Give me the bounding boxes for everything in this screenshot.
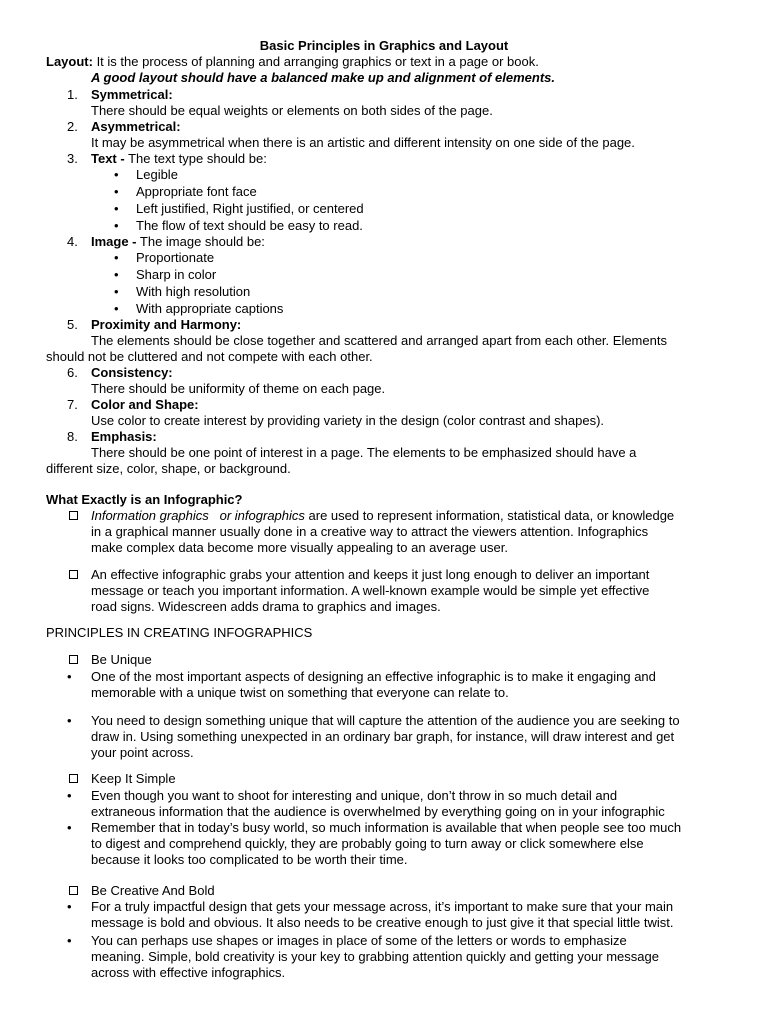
item-text: Use color to create interest by providing variety in the design (color contrast and shapes). [91,413,605,428]
paragraph-line: draw in. Using something unexpected in an ordinary bar graph, for instance, will draw interest and get [91,729,675,744]
checkbox-icon [69,655,78,664]
item-text: It may be asymmetrical when there is an artistic and different intensity on one side of the page. [91,135,635,150]
paragraph-line: across with effective infographics. [91,965,286,980]
bullet-text: Sharp in color [136,267,217,282]
infographic-heading: What Exactly is an Infographic? [46,492,243,507]
bullet-icon: • [114,284,119,299]
item-heading: Image - The image should be: [91,234,265,249]
bullet-text: The flow of text should be easy to read. [136,218,363,233]
item-text: should not be cluttered and not compete with each other. [46,349,373,364]
bullet-text: With appropriate captions [136,301,284,316]
bullet-icon: • [114,301,119,316]
paragraph-line: in a graphical manner usually done in a creative way to attract the viewers attention. Infographics [91,524,649,539]
checkbox-icon [69,570,78,579]
paragraph-line: Information graphics or infographics are used to represent information, statistical data, or knowledge [91,508,675,523]
bullet-icon: • [67,820,72,835]
item-heading: Asymmetrical: [91,119,181,134]
bullet-icon: • [114,167,119,182]
bullet-text: Proportionate [136,250,215,265]
layout-text: It is the process of planning and arranging graphics or text in a page or book. [92,54,539,69]
subheading-be-creative: Be Creative And Bold [91,883,215,898]
paragraph-line: An effective infographic grabs your attention and keeps it just long enough to deliver an important [91,567,650,582]
bullet-text: With high resolution [136,284,251,299]
item-text: different size, color, shape, or background. [46,461,291,476]
item-number: 4. [67,234,78,249]
item-text: The elements should be close together and scattered and arranged apart from each other. Elements [91,333,667,348]
paragraph-line: extraneous information that the audience is overwhelmed by everything going on in your infographic [91,804,665,819]
paragraph-line: message is bold and obvious. It also needs to be creative enough to just give it that special little twist. [91,915,674,930]
paragraph-line: For a truly impactful design that gets your message across, it’s important to make sure that your main [91,899,674,914]
bullet-icon: • [67,713,72,728]
paragraph-line: to digest and comprehend quickly, they are probably going to turn away or click somewhere else [91,836,644,851]
subheading-keep-it-simple: Keep It Simple [91,771,176,786]
checkbox-icon [69,774,78,783]
layout-definition [46,54,539,70]
item-number: 7. [67,397,78,412]
bullet-icon: • [114,201,119,216]
paragraph-line: message or teach you important information. A well-known example would be simple yet effective [91,583,650,598]
bullet-icon: • [114,218,119,233]
item-text: There should be uniformity of theme on each page. [91,381,386,396]
item-text: There should be one point of interest in a page. The elements to be emphasized should have a [91,445,637,460]
item-heading: Proximity and Harmony: [91,317,242,332]
bullet-icon: • [67,788,72,803]
paragraph-line: meaning. Simple, bold creativity is your key to grabbing attention quickly and getting your message [91,949,659,964]
bullet-text: Appropriate font face [136,184,257,199]
bullet-text: Legible [136,167,178,182]
paragraph-line: your point across. [91,745,194,760]
paragraph-line: make complex data become more visually appealing to an average user. [91,540,508,555]
item-heading: Emphasis: [91,429,157,444]
page-title: Basic Principles in Graphics and Layout [259,38,509,53]
item-number: 2. [67,119,78,134]
item-heading: Text - The text type should be: [91,151,267,166]
item-number: 3. [67,151,78,166]
good-layout-statement: A good layout should have a balanced make up and alignment of elements. [91,70,555,85]
item-number: 6. [67,365,78,380]
bullet-text: Left justified, Right justified, or centered [136,201,364,216]
principles-heading: PRINCIPLES IN CREATING INFOGRAPHICS [46,625,313,640]
subheading-be-unique: Be Unique [91,652,152,667]
item-heading: Symmetrical: [91,87,173,102]
paragraph-line: You can perhaps use shapes or images in place of some of the letters or words to emphasize [91,933,627,948]
layout-label: Layout: [46,54,93,69]
paragraph-line: because it looks too complicated to be worth their time. [91,852,408,867]
paragraph-line: One of the most important aspects of designing an effective infographic is to make it engaging and [91,669,656,684]
item-text: There should be equal weights or elements on both sides of the page. [91,103,493,118]
paragraph-line: Even though you want to shoot for interesting and unique, don’t throw in so much detail and [91,788,618,803]
paragraph-line: You need to design something unique that will capture the attention of the audience you are seeking to [91,713,680,728]
item-heading: Consistency: [91,365,173,380]
bullet-icon: • [114,184,119,199]
item-heading: Color and Shape: [91,397,199,412]
item-number: 1. [67,87,78,102]
bullet-icon: • [67,669,72,684]
bullet-icon: • [67,899,72,914]
item-number: 8. [67,429,78,444]
item-number: 5. [67,317,78,332]
bullet-icon: • [67,933,72,948]
checkbox-icon [69,886,78,895]
bullet-icon: • [114,267,119,282]
bullet-icon: • [114,250,119,265]
paragraph-line: memorable with a unique twist on something that everyone can relate to. [91,685,509,700]
paragraph-line: Remember that in today’s busy world, so much information is available that when people see too much [91,820,682,835]
paragraph-line: road signs. Widescreen adds drama to graphics and images. [91,599,441,614]
checkbox-icon [69,511,78,520]
